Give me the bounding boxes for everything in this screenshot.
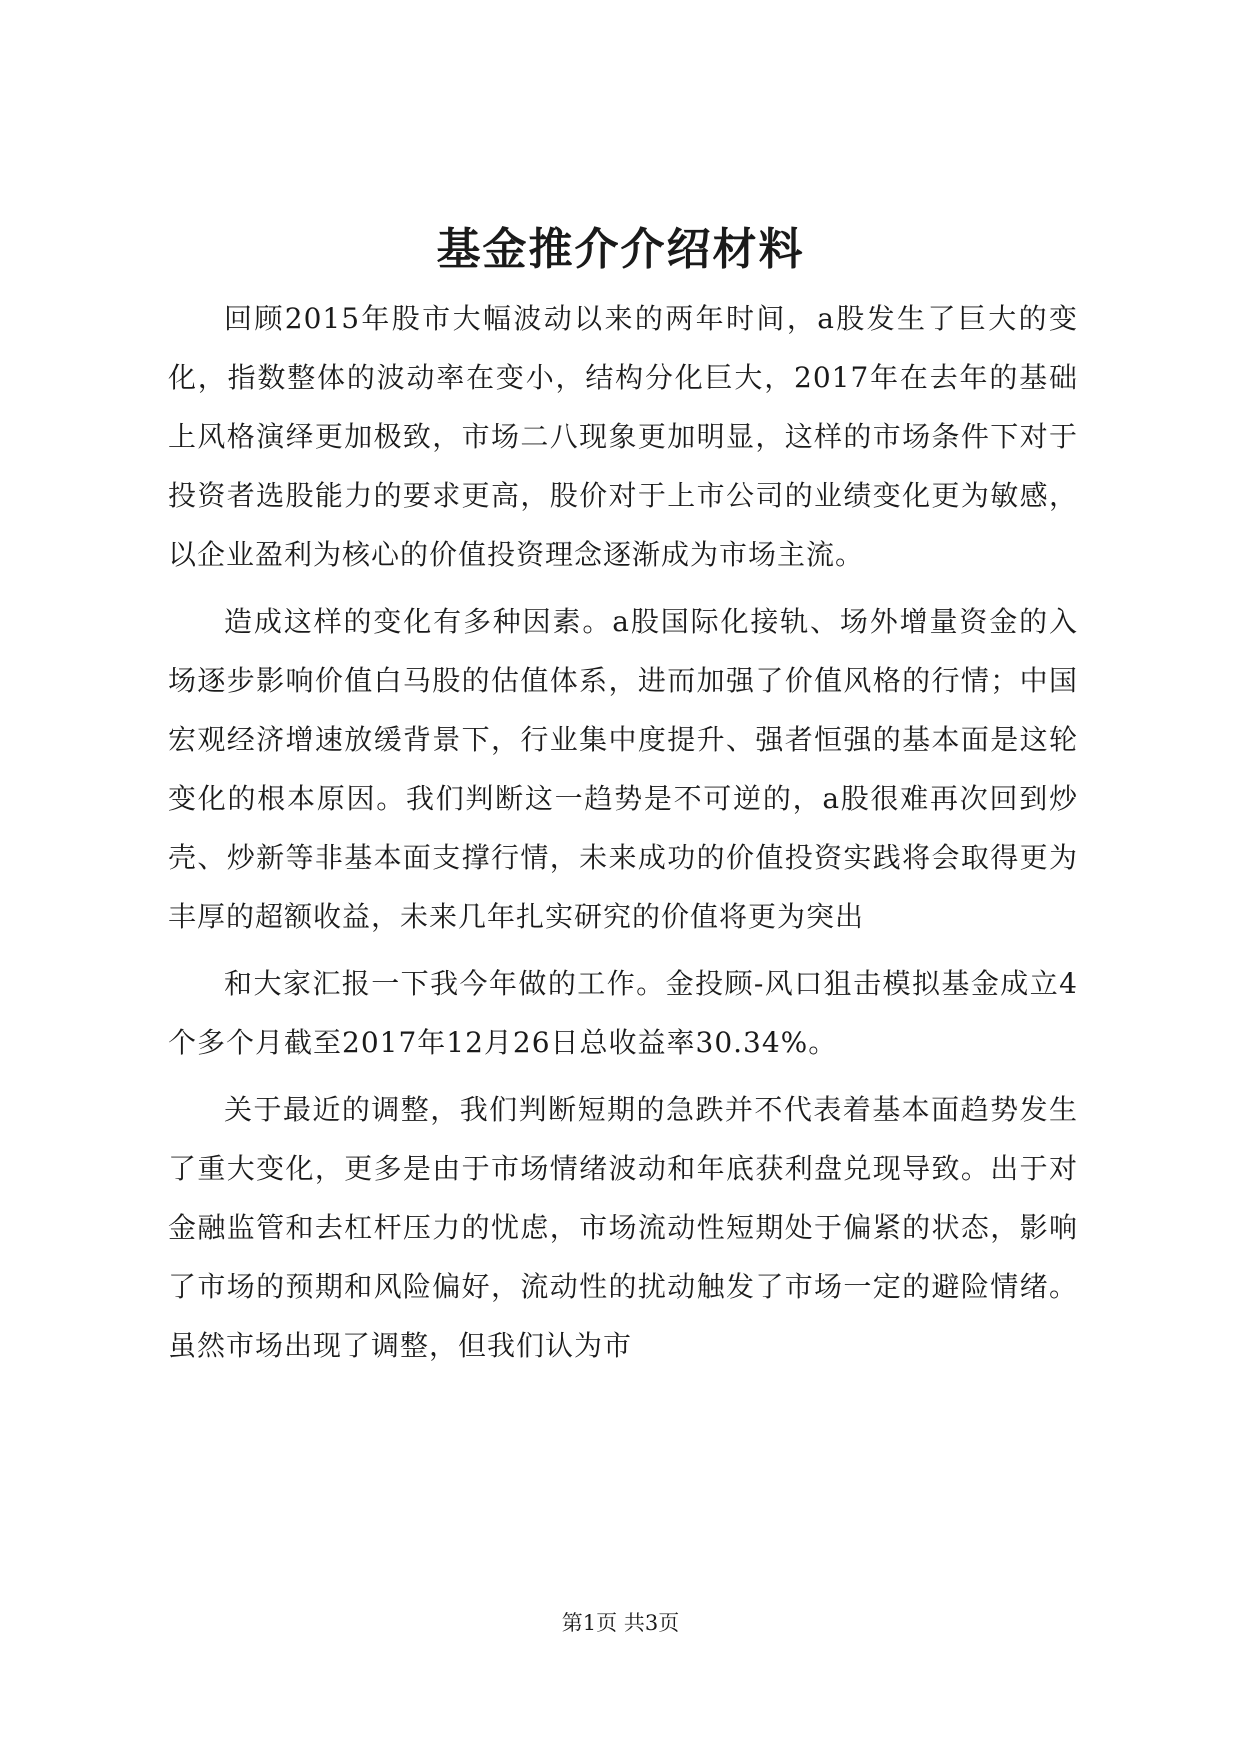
page-footer: 第1页 共3页 — [561, 1611, 680, 1635]
document-body — [168, 289, 1078, 1383]
paragraph-4: 关于最近的调整，我们判断短期的急跌并不代表着基本面趋势发生了重大变化，更多是由于市场情绪波动和年底获利盘兑现导致。出于对金融监管和去杠杆压力的忧虑，市场流动性短期处于偏紧的状态，影响了市场的预期和风险偏好，流动性的扰动触发了市场一定的避险情绪。虽然市场出现了调整，但我们认为市 — [168, 1093, 1078, 1362]
paragraph-2: 造成这样的变化有多种因素。a股国际化接轨、场外增量资金的入场逐步影响价值白马股的估值体系，进而加强了价值风格的行情；中国宏观经济增速放缓背景下，行业集中度提升、强者恒强的基本面是这轮变化的根本原因。我们判断这一趋势是不可逆的，a股很难再次回到炒壳、炒新等非基本面支撑行情，未来成功的价值投资实践将会取得更为丰厚的超额收益，未来几年扎实研究的价值将更为突出 — [168, 605, 1078, 933]
paragraph-3: 和大家汇报一下我今年做的工作。金投顾-风口狙击模拟基金成立4个多个月截至2017年12月26日总收益率30.34%。 — [168, 967, 1078, 1059]
document-title: 基金推介介绍材料 — [436, 224, 805, 275]
paragraph-1: 回顾2015年股市大幅波动以来的两年时间，a股发生了巨大的变化，指数整体的波动率在变小，结构分化巨大，2017年在去年的基础上风格演绎更加极致，市场二八现象更加明显，这样的市场条件下对于投资者选股能力的要求更高，股价对于上市公司的业绩变化更为敏感，以企业盈利为核心的价值投资理念逐渐成为市场主流。 — [168, 302, 1078, 571]
